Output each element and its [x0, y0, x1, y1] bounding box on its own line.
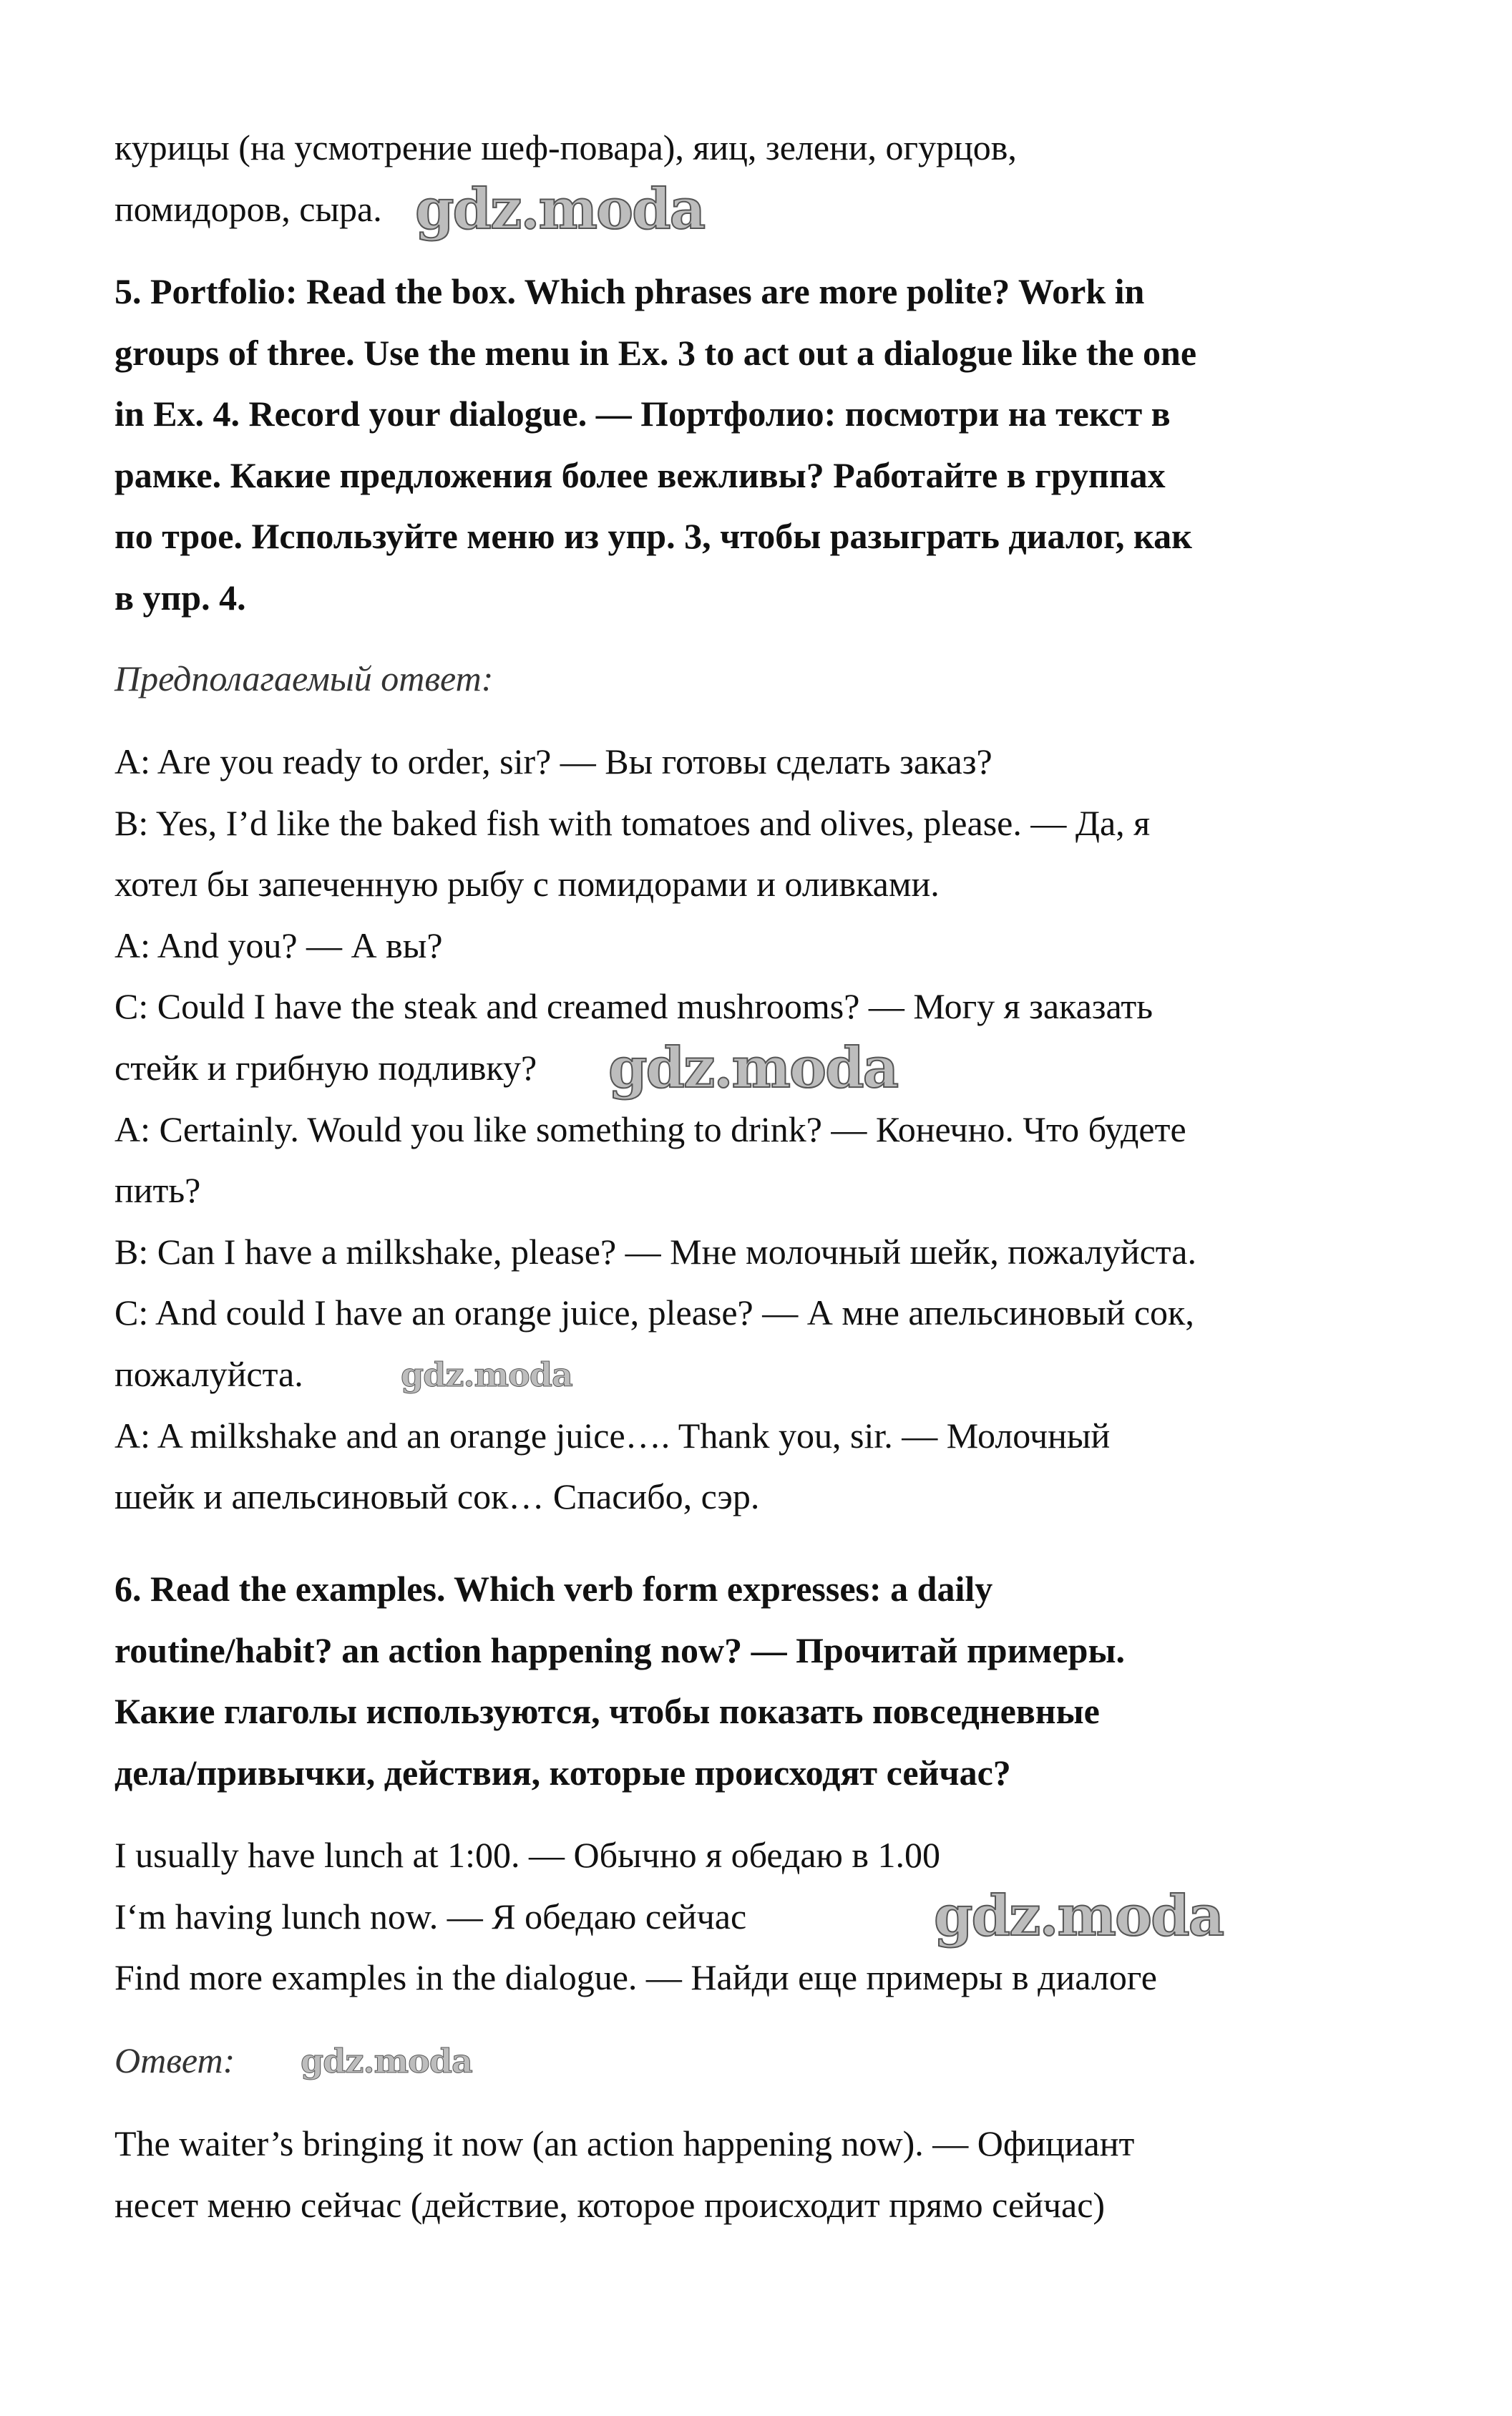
- dialogue-line: C: Could I have the steak and creamed mushrooms? — Могу я заказать: [114, 986, 1153, 1027]
- watermark: gdz.moda: [301, 2042, 472, 2080]
- answer-line: несет меню сейчас (действие, которое происходит прямо сейчас): [114, 2184, 1106, 2225]
- text-line: groups of three. Use the menu in Ex. 3 to act out a dialogue like the one: [114, 332, 1197, 373]
- dialogue-line: C: And could I have an orange juice, please? — А мне апельсиновый сок,: [114, 1292, 1194, 1333]
- label-text: Ответ:: [114, 2040, 235, 2080]
- example-line: Find more examples in the dialogue. — Найди еще примеры в диалоге: [114, 1957, 1157, 1998]
- dialogue-line: B: Yes, I’d like the baked fish with tomatoes and olives, please. — Да, я: [114, 802, 1151, 843]
- watermark: gdz.moda: [401, 1355, 572, 1394]
- text-line: routine/habit? an action happening now? — Прочитай примеры.: [114, 1630, 1125, 1670]
- answer: [114, 2113, 1403, 2236]
- watermark: gdz.moda: [608, 1036, 898, 1101]
- text-line: по трое. Используйте меню из упр. 3, чтобы разыграть диалог, как: [114, 516, 1192, 557]
- watermark: gdz.moda: [934, 1884, 1224, 1949]
- text-line: 6. Read the examples. Which verb form expresses: a daily: [114, 1569, 993, 1609]
- example-line: I‘m having lunch now. — Я обедаю сейчас: [114, 1896, 747, 1937]
- dialogue-line: хотел бы запеченную рыбу с помидорами и оливками.: [114, 864, 940, 905]
- task-6-heading: [114, 1559, 1403, 1803]
- dialogue-line: B: Can I have a milkshake, please? — Мне молочный шейк, пожалуйста.: [114, 1231, 1196, 1272]
- dialogue-line: A: Certainly. Would you like something to drink? — Конечно. Что будете: [114, 1109, 1186, 1149]
- dialogue-line: стейк и грибную подливку?: [114, 1047, 537, 1088]
- dialogue: [114, 731, 1403, 1528]
- text-line: в упр. 4.: [114, 577, 246, 618]
- dialogue-line: шейк и апельсиновый сок… Спасибо, сэр.: [114, 1476, 760, 1517]
- text-line: помидоров, сыра.: [114, 188, 382, 229]
- example-line: I usually have lunch at 1:00. — Обычно я обедаю в 1.00: [114, 1835, 940, 1875]
- text-line: 5. Portfolio: Read the box. Which phrases are more polite? Work in: [114, 271, 1145, 311]
- expected-answer-label: [114, 648, 1403, 710]
- answer-line: The waiter’s bringing it now (an action happening now). — Официант: [114, 2123, 1135, 2163]
- intro-paragraph: [114, 117, 1403, 240]
- text-line: Какие глаголы используются, чтобы показать повседневные: [114, 1691, 1100, 1732]
- text-line: дела/привычки, действия, которые происходят сейчас?: [114, 1752, 1011, 1793]
- text-line: in Ex. 4. Record your dialogue. — Портфолио: посмотри на текст в: [114, 394, 1171, 434]
- dialogue-line: пить?: [114, 1170, 201, 1211]
- label-text: Предполагаемый ответ:: [114, 658, 494, 698]
- dialogue-line: A: Are you ready to order, sir? — Вы готовы сделать заказ?: [114, 741, 992, 781]
- watermark: gdz.moda: [415, 177, 705, 242]
- task-5-heading: [114, 261, 1403, 629]
- text-line: курицы (на усмотрение шеф-повара), яиц, зелени, огурцов,: [114, 127, 1017, 167]
- dialogue-line: пожалуйста.: [114, 1353, 303, 1394]
- dialogue-line: A: And you? — А вы?: [114, 925, 443, 965]
- text-line: рамке. Какие предложения более вежливы? Работайте в группах: [114, 454, 1166, 495]
- dialogue-line: A: A milkshake and an orange juice…. Thank you, sir. — Молочный: [114, 1415, 1111, 1456]
